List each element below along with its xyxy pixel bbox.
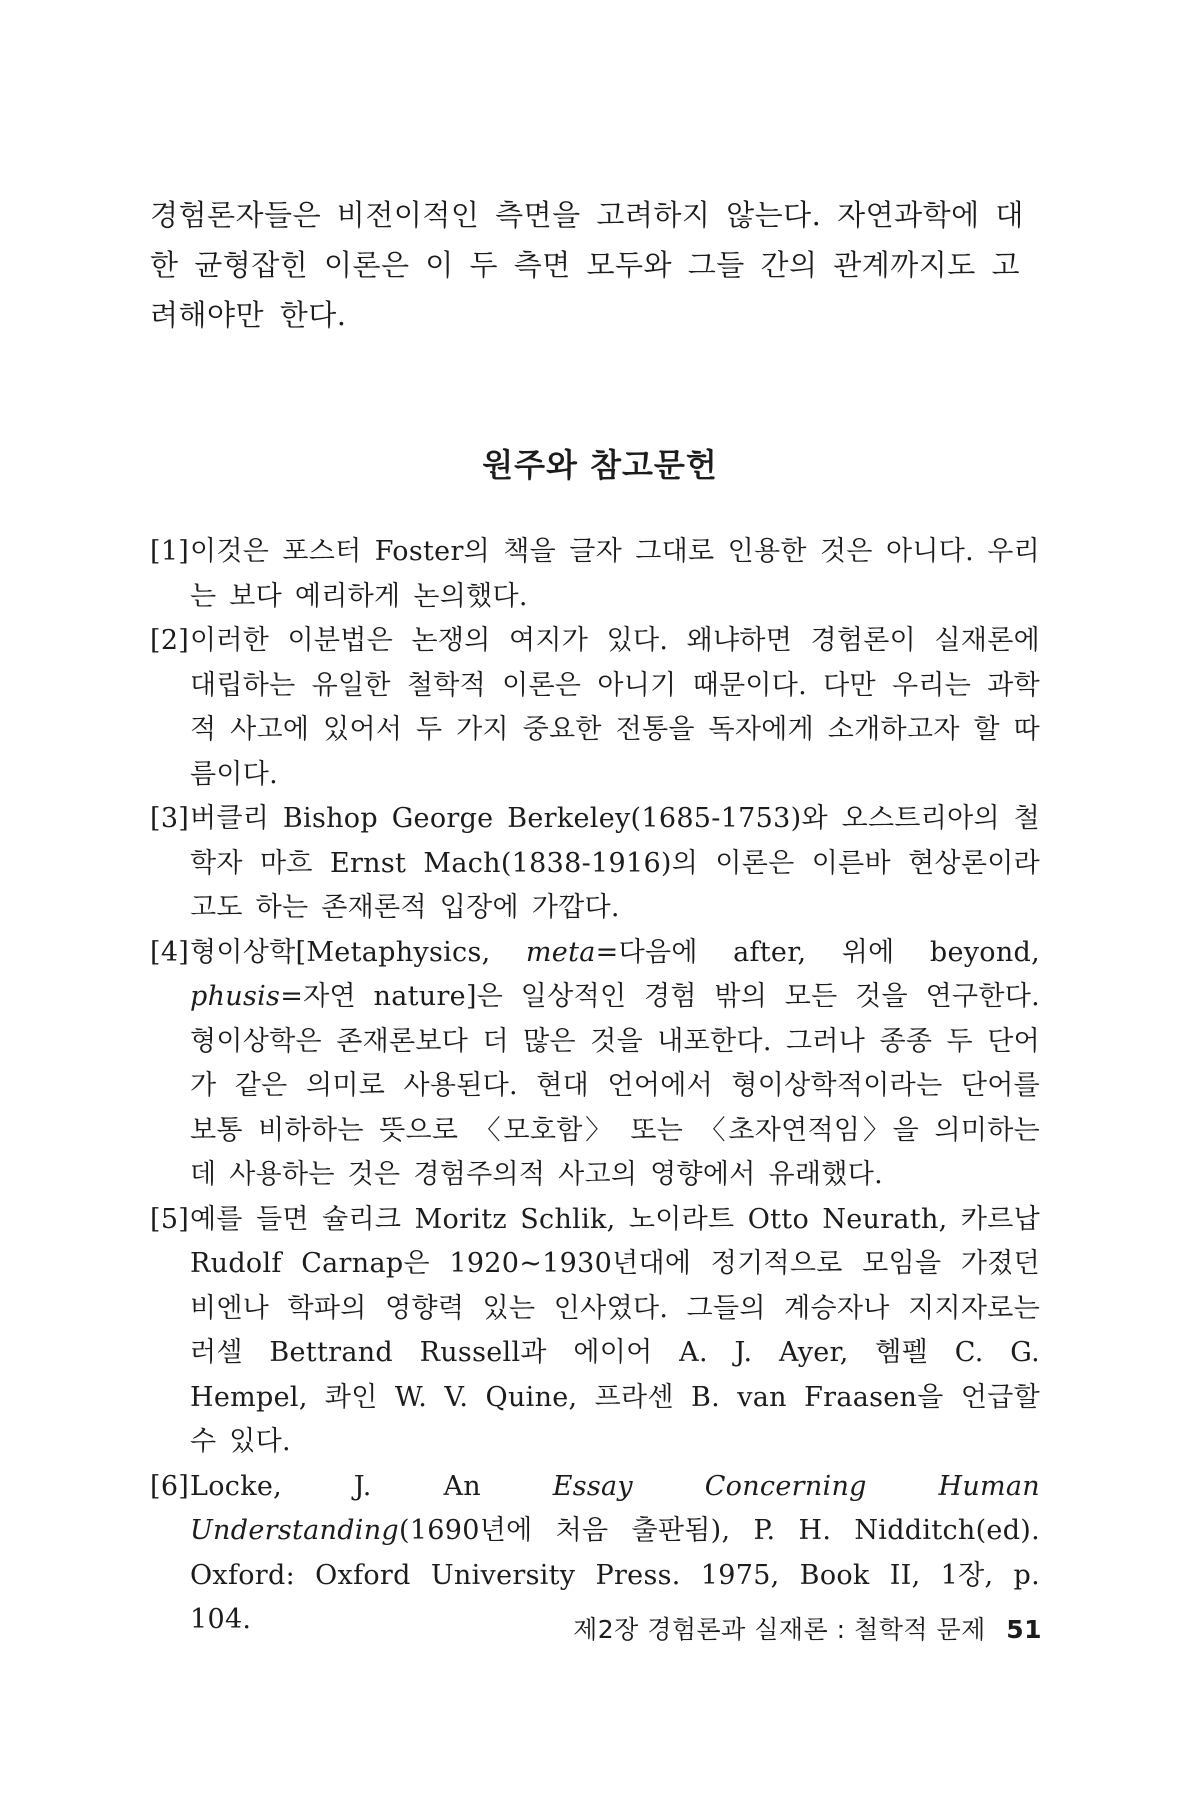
endnote-3 (150, 797, 1040, 931)
intro-paragraph: 경험론자들은 비전이적인 측면을 고려하지 않는다. 자연과학에 대한 균형잡힌 이론은 이 두 측면 모두와 그들 간의 관계까지도 고려해야만 한다. (150, 198, 1024, 332)
text-run: =자연 nature]은 일상적인 경험 밖의 모든 것을 연구한다. 형이상학은 존재론보다 더 많은 것을 내포한다. 그러나 종종 두 단어가 같은 의미로 사용된다. 현대 언어에서 형이상학적이라는 단어를 보통 비하하는 뜻으로 〈모호함〉 또는 〈초자연적임〉을 의미하는 데 사용하는 것은 경험주의적 사고의 영향에서 유래했다. (190, 981, 1040, 1190)
endnote-4 (150, 931, 1040, 1198)
running-head: 제2장 경험론과 실재론 : 철학적 문제 (573, 1615, 986, 1644)
text-run: (1690년에 처음 출판됨), P. H. Nidditch(ed). Oxford: Oxford University Press. 1975, Book II, 1장, p. 104. (190, 1515, 1040, 1635)
endnote-number: [5] (150, 1203, 190, 1235)
italic-book-title: Essay Concerning Human Understanding (190, 1470, 1040, 1546)
endnotes-list (150, 530, 1040, 1643)
endnote-number: [4] (150, 936, 190, 968)
page-footer (573, 1610, 1042, 1650)
endnote-text: 이것은 포스터 Foster의 책을 글자 그대로 인용한 것은 아니다. 우리는 보다 예리하게 논의했다. (190, 536, 1040, 612)
endnote-1 (150, 530, 1040, 619)
italic-term-meta: meta (525, 936, 596, 968)
endnote-number: [6] (150, 1470, 190, 1502)
text-run: 형이상학[Metaphysics, (190, 936, 526, 968)
endnote-number: [2] (150, 625, 190, 656)
italic-term-phusis: phusis (190, 981, 281, 1012)
section-title: 원주와 참고문헌 (482, 446, 718, 484)
page-number: 51 (1006, 1615, 1042, 1644)
endnote-text (190, 937, 1040, 1191)
endnote-number: [1] (150, 536, 190, 567)
endnote-2 (150, 619, 1040, 797)
endnote-text: 예를 들면 슐리크 Moritz Schlik, 노이라트 Otto Neurath, 카르납 Rudolf Carnap은 1920~1930년대에 정기적으로 모임을 가졌던 비엔나 학파의 영향력 있는 인사였다. 그들의 계승자나 지지자로는 러셀 Bettrand Russell과 에이어 A. J. Ayer, 헴펠 C. G. Hempel, 콰인 W. V. Quine, 프라센 B. van Fraasen을 언급할 수 있다. (190, 1203, 1040, 1457)
text-run: Locke, J. An (190, 1470, 553, 1502)
endnote-text: 이러한 이분법은 논쟁의 여지가 있다. 왜냐하면 경험론이 실재론에 대립하는 유일한 철학적 이론은 아니기 때문이다. 다만 우리는 과학적 사고에 있어서 두 가지 중요한 전통을 독자에게 소개하고자 할 따름이다. (190, 625, 1040, 790)
text-run: =다음에 after, 위에 beyond, (595, 936, 1040, 968)
endnote-5 (150, 1198, 1040, 1465)
endnote-number: [3] (150, 803, 190, 834)
endnote-text: 버클리 Bishop George Berkeley(1685-1753)와 오스트리아의 철학자 마흐 Ernst Mach(1838-1916)의 이론은 이른바 현상론이라고도 하는 존재론적 입장에 가깝다. (190, 803, 1040, 923)
